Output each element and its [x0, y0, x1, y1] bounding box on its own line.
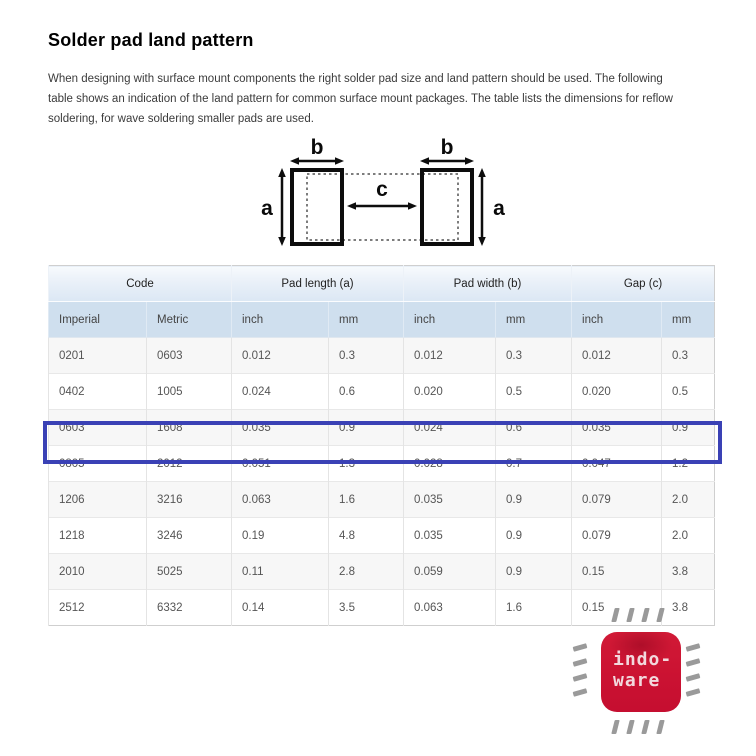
table-row-1206 [49, 482, 715, 518]
cell: 0.012 [404, 338, 496, 374]
label-b-left: b [310, 136, 324, 159]
cell: 0.035 [572, 410, 662, 446]
label-c: c [376, 178, 388, 201]
cell: 0.020 [572, 374, 662, 410]
cell: 0.063 [232, 482, 329, 518]
cell: 6332 [147, 590, 232, 626]
chip-pin-icon [656, 720, 664, 734]
chip-pin-icon [573, 688, 588, 697]
cell: 2012 [147, 446, 232, 482]
cell: 0.9 [329, 410, 404, 446]
cell: 0.047 [572, 446, 662, 482]
col-header-imperial: Imperial [49, 302, 147, 338]
intro-line: When designing with surface mount components the right solder pad size and land pattern should be used. The following [48, 73, 663, 85]
group-header-row [49, 266, 715, 302]
cell: 3.8 [662, 590, 715, 626]
intro-paragraph [48, 69, 720, 129]
cell: 1005 [147, 374, 232, 410]
cell: 0603 [147, 338, 232, 374]
sub-header-row [49, 302, 715, 338]
cell: 0.059 [404, 554, 496, 590]
label-a-right: a [493, 197, 505, 220]
cell: 0.19 [232, 518, 329, 554]
chip-pin-icon [686, 643, 701, 652]
cell: 0.024 [404, 410, 496, 446]
col-header-mm: mm [496, 302, 572, 338]
table-row-0201 [49, 338, 715, 374]
label-a-left: a [261, 197, 273, 220]
col-header-mm: mm [329, 302, 404, 338]
cell: 0.3 [662, 338, 715, 374]
cell: 0.3 [329, 338, 404, 374]
label-b-right: b [440, 136, 454, 159]
cell: 0.5 [662, 374, 715, 410]
cell: 0.028 [404, 446, 496, 482]
cell: 0201 [49, 338, 147, 374]
cell: 0.9 [662, 410, 715, 446]
page-title: Solder pad land pattern [48, 30, 254, 50]
cell: 3246 [147, 518, 232, 554]
cell: 0.6 [329, 374, 404, 410]
cell: 0.079 [572, 482, 662, 518]
chip-pin-icon [656, 608, 664, 622]
col-header-inch: inch [404, 302, 496, 338]
col-header-inch: inch [572, 302, 662, 338]
cell: 0.15 [572, 590, 662, 626]
cell: 1.3 [329, 446, 404, 482]
cell: 0.020 [404, 374, 496, 410]
chip-body-icon [601, 632, 681, 712]
cell: 3.8 [662, 554, 715, 590]
cell: 1.6 [496, 590, 572, 626]
cell: 0.079 [572, 518, 662, 554]
col-header-inch: inch [232, 302, 329, 338]
cell: 0.5 [496, 374, 572, 410]
cell: 3.5 [329, 590, 404, 626]
cell: 2.8 [329, 554, 404, 590]
dimension-arrow-c [347, 202, 417, 210]
dimension-arrow-a-right [478, 168, 486, 246]
cell: 2010 [49, 554, 147, 590]
cell: 0.035 [232, 410, 329, 446]
cell: 1608 [147, 410, 232, 446]
land-pattern-table-wrap [48, 265, 714, 626]
chip-pin-icon [573, 673, 588, 682]
chip-pin-icon [641, 608, 649, 622]
cell: 1218 [49, 518, 147, 554]
cell: 0.012 [232, 338, 329, 374]
cell: 0.024 [232, 374, 329, 410]
cell: 0.9 [496, 554, 572, 590]
cell: 0.012 [572, 338, 662, 374]
chip-pin-icon [611, 720, 619, 734]
table-row-0603 [49, 410, 715, 446]
logo-line-2: ware [613, 670, 661, 691]
chip-pin-icon [626, 608, 634, 622]
chip-pin-icon [686, 658, 701, 667]
land-pattern-table [48, 265, 715, 626]
group-header-gap: Gap (c) [572, 266, 715, 302]
cell: 0402 [49, 374, 147, 410]
col-header-mm: mm [662, 302, 715, 338]
group-header-pad-width: Pad width (b) [404, 266, 572, 302]
intro-line: table shows an indication of the land pattern for common surface mount packages. The table lists the dimensions for reflow [48, 93, 673, 105]
cell: 0.15 [572, 554, 662, 590]
chip-pin-icon [686, 673, 701, 682]
cell: 0.7 [496, 446, 572, 482]
intro-line: soldering, for wave soldering smaller pads are used. [48, 113, 314, 125]
cell: 0603 [49, 410, 147, 446]
col-header-metric: Metric [147, 302, 232, 338]
cell: 0.6 [496, 410, 572, 446]
table-row-2010 [49, 554, 715, 590]
left-pad [292, 170, 342, 244]
cell: 0.14 [232, 590, 329, 626]
indoware-logo [570, 600, 720, 750]
chip-pin-icon [573, 643, 588, 652]
table-row-0805-highlighted [49, 446, 715, 482]
chip-pin-icon [686, 688, 701, 697]
cell: 4.8 [329, 518, 404, 554]
chip-pin-icon [626, 720, 634, 734]
cell: 0.9 [496, 482, 572, 518]
cell: 1206 [49, 482, 147, 518]
right-pad [422, 170, 472, 244]
chip-pin-icon [641, 720, 649, 734]
group-header-pad-length: Pad length (a) [232, 266, 404, 302]
land-pattern-diagram [253, 136, 513, 260]
cell: 0.063 [404, 590, 496, 626]
cell: 3216 [147, 482, 232, 518]
chip-pin-icon [573, 658, 588, 667]
cell: 0.035 [404, 482, 496, 518]
cell: 1.6 [329, 482, 404, 518]
cell: 0.035 [404, 518, 496, 554]
logo-line-1: indo- [613, 649, 673, 670]
cell: 0.051 [232, 446, 329, 482]
chip-pin-icon [611, 608, 619, 622]
cell: 2.0 [662, 518, 715, 554]
cell: 1.2 [662, 446, 715, 482]
cell: 0.3 [496, 338, 572, 374]
cell: 2.0 [662, 482, 715, 518]
cell: 0805 [49, 446, 147, 482]
logo-wordmark [613, 649, 672, 691]
dimension-arrow-a-left [278, 168, 286, 246]
cell: 2512 [49, 590, 147, 626]
table-row-0402 [49, 374, 715, 410]
cell: 0.11 [232, 554, 329, 590]
cell: 0.9 [496, 518, 572, 554]
table-row-1218 [49, 518, 715, 554]
group-header-code: Code [49, 266, 232, 302]
cell: 5025 [147, 554, 232, 590]
